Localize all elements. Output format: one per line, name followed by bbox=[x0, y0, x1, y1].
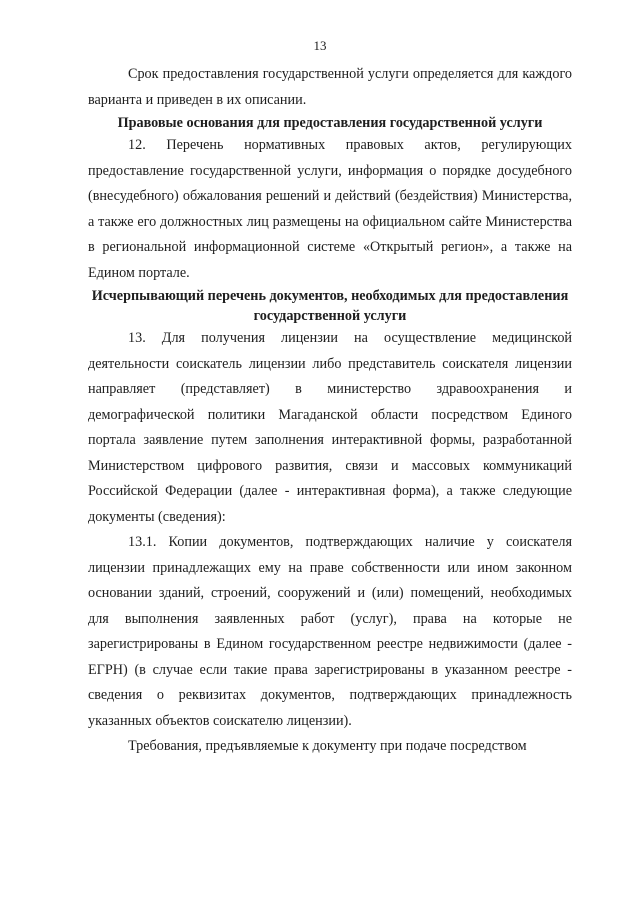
paragraph-13: 13. Для получения лицензии на осуществление медицинской деятельности соискатель лицензии либо представитель соискателя лицензии направляет (представляет) в министерство здравоохранения и демографической политики Магаданской области посредством Единого портала заявление путем заполнения интерактивной формы, разработанной Министерством цифрового развития, связи и массовых коммуникаций Российской Федерации (далее - интерактивная форма), а также следующие документы (сведения): bbox=[88, 330, 572, 525]
section-heading-documents-list: Исчерпывающий перечень документов, необходимых для предоставления государственной услуги bbox=[91, 288, 569, 324]
document-body bbox=[88, 62, 572, 760]
paragraph-service-term: Срок предоставления государственной услуги определяется для каждого варианта и приведен в их описании. bbox=[88, 66, 572, 108]
paragraph-13-1: 13.1. Копии документов, подтверждающих наличие у соискателя лицензии принадлежащих ему на праве собственности или ином законном основании зданий, строений, сооружений и (или) помещений, необходимых для выполнения заявленных работ (услуг), права на которые не зарегистрированы в Едином государственном реестре недвижимости (далее - ЕГРН) (в случае если такие права зарегистрированы в указанном реестре - сведения о реквизитах документов, подтверждающих принадлежность указанных объектов соискателю лицензии). bbox=[88, 534, 572, 729]
section-heading-legal-basis: Правовые основания для предоставления государственной услуги bbox=[117, 115, 543, 131]
paragraph-12: 12. Перечень нормативных правовых актов, регулирующих предоставление государственной услуги, информация о порядке досудебного (внесудебного) обжалования решений и действий (бездействия) Министерства, а также его должностных лиц размещены на официальном сайте Министерства в региональной информационной системе «Открытый регион», а также на Едином портале. bbox=[88, 137, 572, 281]
paragraph-requirements: Требования, предъявляемые к документу при подаче посредством bbox=[128, 738, 527, 754]
page-number: 13 bbox=[313, 38, 327, 53]
